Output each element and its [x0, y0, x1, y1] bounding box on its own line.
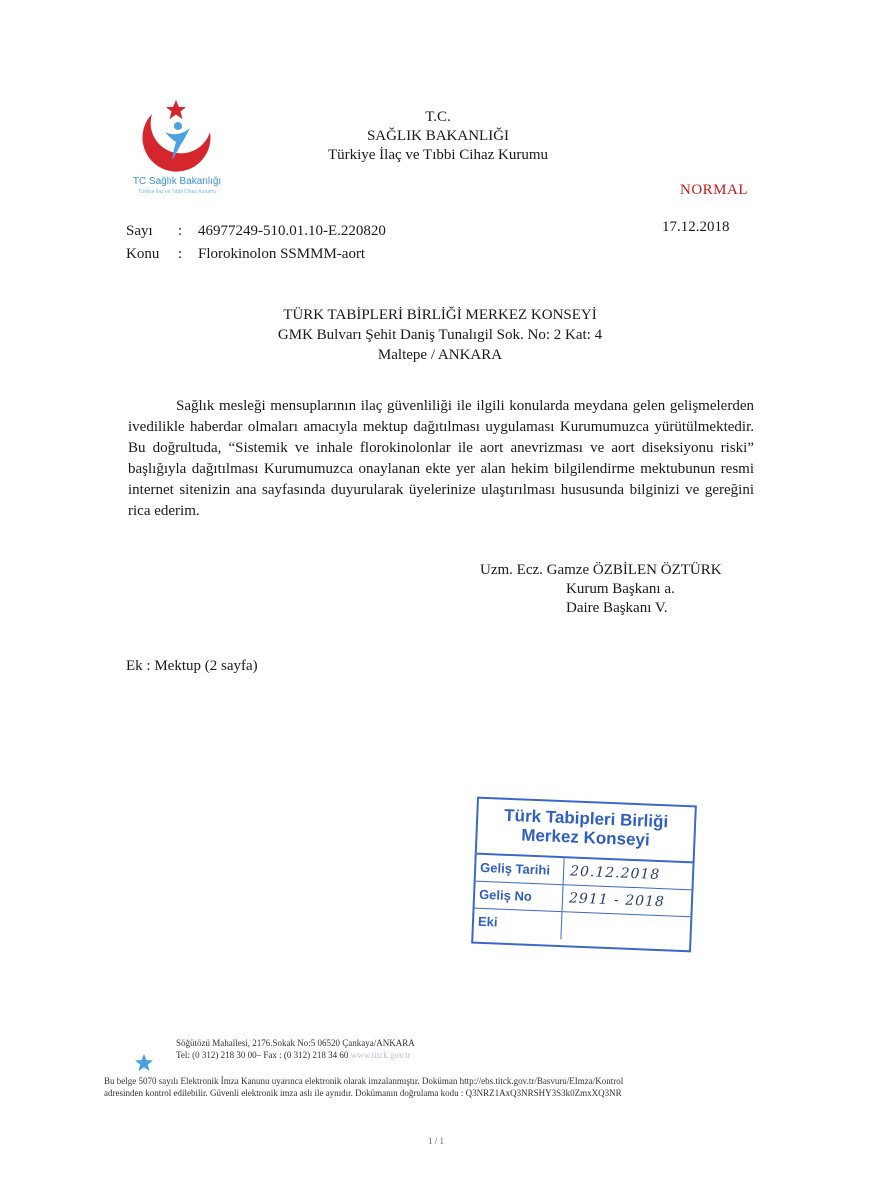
footer-phone: Tel: (0 312) 218 30 00– Fax : (0 312) 218 34 60: [176, 1050, 349, 1060]
stamp-value: [561, 912, 690, 944]
logo-subcaption: Türkiye İlaç ve Tıbbi Cihaz Kurumu: [138, 189, 216, 195]
header-agency: Türkiye İlaç ve Tıbbi Cihaz Kurumu: [327, 147, 549, 163]
star-icon: [166, 100, 186, 119]
logo-caption: TC Sağlık Bakanlığı: [132, 176, 222, 187]
footer-website: www.titck.gov.tr: [350, 1050, 411, 1060]
star-icon: [134, 1053, 154, 1073]
konu-separator: :: [178, 246, 183, 262]
e-signature-line1: Bu belge 5070 sayılı Elektronik İmza Kanunu uyarınca elektronik olarak imzalanmıştır. Doküman http://ebs.titck.gov.tr/Basvuru/EImza/Kontrol: [104, 1076, 624, 1086]
received-stamp: [471, 797, 697, 953]
stamp-label: Geliş No: [475, 882, 564, 912]
stamp-title-line2: Merkez Konseyi: [520, 825, 651, 850]
priority-label: NORMAL: [680, 182, 749, 198]
e-signature-line2: adresinden kontrol edilebilir. Güvenli elektronik imza aslı ile aynıdır. Dokümanın doğrulama kodu : Q3NRZ1AxQ3NRSHY3S3k0ZmxXQ3NR: [104, 1088, 622, 1098]
sayi-label: Sayı: [126, 223, 153, 239]
sayi-value: 46977249-510.01.10-E.220820: [198, 223, 386, 239]
attachment-note: Ek : Mektup (2 sayfa): [126, 658, 258, 674]
header-ministry: SAĞLIK BAKANLIĞI: [366, 128, 510, 144]
footer-address: Söğütözü Mahallesi, 2176.Sokak No:5 06520 Çankaya/ANKARA: [176, 1038, 415, 1048]
konu-value: Florokinolon SSMMM-aort: [198, 246, 366, 262]
stamp-value: 20.12.2018: [569, 863, 661, 884]
footer-contact: [176, 1049, 415, 1061]
recipient-name: TÜRK TABİPLERİ BİRLİĞİ MERKEZ KONSEYİ: [283, 307, 597, 323]
letter-body: Sağlık mesleği mensuplarının ilaç güvenliliği ile ilgili konularda meydana gelen gelişmelerden ivedilikle haberdar olmaları amacıyla mektup dağıtılması uygulaması Kurumumuzca yürütülmektedir. Bu doğrultuda, “Sistemik ve inhale florokinolonlar ile aort anevrizması ve aort diseksiyonu riski” başlığıyla dağıtılması Kurumumuzca onaylanan ekte yer alan hekim bilgilendirme mektubunun resmi internet sitenizin ana sayfasında duyurularak üyelerinize ulaştırılması hususunda bilginizi ve gereğini rica ederim.: [128, 398, 754, 519]
stamp-title-line1: Türk Tabipleri Birliği: [503, 805, 669, 832]
document-date: 17.12.2018: [662, 219, 730, 235]
signatory-title-2: Daire Başkanı V.: [566, 600, 668, 616]
recipient-address: GMK Bulvarı Şehit Daniş Tunalıgil Sok. No: 2 Kat: 4: [277, 327, 603, 343]
signatory-title-1: Kurum Başkanı a.: [566, 581, 675, 597]
page-number: 1 / 1: [428, 1136, 445, 1146]
recipient-city: Maltepe / ANKARA: [377, 347, 503, 363]
stamp-label: Eki: [473, 909, 562, 940]
e-signature-notice: [104, 1075, 764, 1099]
stamp-title: [477, 799, 695, 864]
stamp-value: 2911 - 2018: [568, 890, 666, 911]
konu-label: Konu: [126, 246, 160, 262]
signatory-name: Uzm. Ecz. Gamze ÖZBİLEN ÖZTÜRK: [480, 562, 722, 578]
header-tc: T.C.: [425, 109, 451, 125]
sayi-separator: :: [178, 223, 183, 239]
stamp-label: Geliş Tarihi: [476, 855, 565, 885]
footer-address-block: [176, 1037, 415, 1061]
